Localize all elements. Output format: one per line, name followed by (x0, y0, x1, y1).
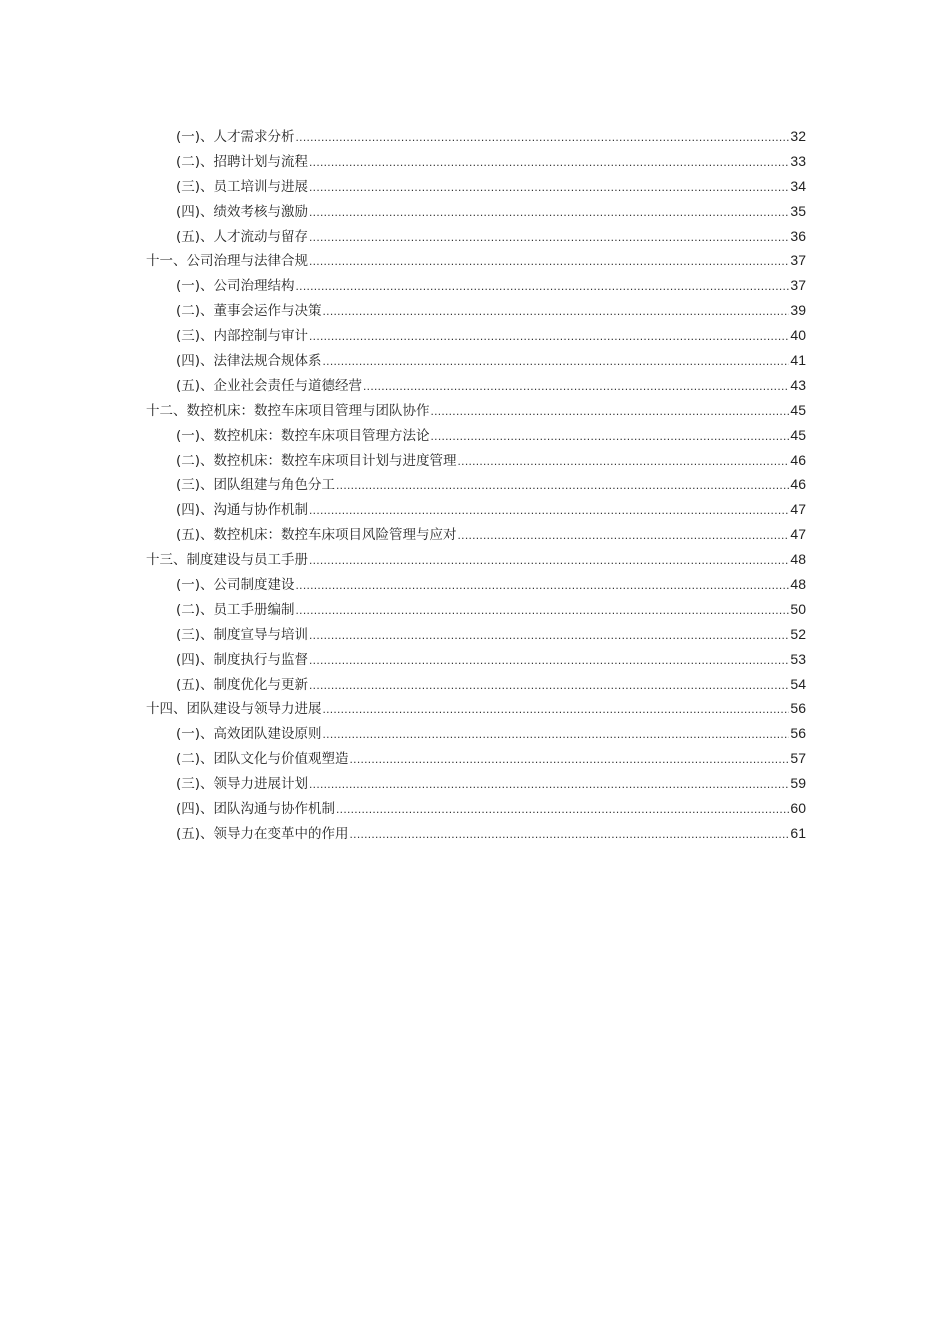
toc-section-entry[interactable] (146, 348, 806, 373)
toc-dot-leader (309, 225, 789, 250)
toc-entry-title: (五)、领导力在变革中的作用 (176, 825, 349, 842)
toc-entry-page-number: 47 (790, 526, 806, 543)
toc-section-entry[interactable] (146, 672, 806, 697)
toc-chapter-entry[interactable] (146, 248, 806, 273)
toc-entry-title: (四)、法律法规合规体系 (176, 353, 322, 370)
toc-entry-title: (四)、沟通与协作机制 (176, 502, 309, 519)
toc-entry-title: (五)、数控机床：数控车床项目风险管理与应对 (176, 527, 457, 544)
toc-dot-leader (296, 274, 790, 299)
toc-section-entry[interactable] (146, 472, 806, 497)
toc-entry-page-number: 35 (790, 202, 806, 219)
toc-section-entry[interactable] (146, 746, 806, 771)
toc-section-entry[interactable] (146, 572, 806, 597)
toc-entry-title: (五)、企业社会责任与道德经营 (176, 377, 363, 394)
toc-entry-title: (一)、高效团队建设原则 (176, 726, 322, 743)
toc-section-entry[interactable] (146, 423, 806, 448)
toc-dot-leader (458, 523, 790, 548)
toc-section-entry[interactable] (146, 771, 806, 796)
toc-entry-page-number: 60 (790, 800, 806, 817)
toc-chapter-entry[interactable] (146, 547, 806, 572)
toc-dot-leader (363, 374, 789, 399)
toc-entry-page-number: 37 (790, 252, 806, 269)
toc-entry-title: 十二、数控机床：数控车床项目管理与团队协作 (146, 402, 430, 419)
toc-section-entry[interactable] (146, 647, 806, 672)
toc-dot-leader (309, 498, 789, 523)
toc-entry-page-number: 45 (790, 426, 806, 443)
toc-entry-page-number: 47 (790, 501, 806, 518)
toc-section-entry[interactable] (146, 821, 806, 846)
toc-entry-title: (三)、员工培训与进展 (176, 178, 309, 195)
toc-dot-leader (431, 399, 790, 424)
toc-section-entry[interactable] (146, 149, 806, 174)
toc-entry-title: (五)、制度优化与更新 (176, 676, 309, 693)
toc-entry-title: (一)、人才需求分析 (176, 129, 295, 145)
toc-entry-page-number: 57 (790, 750, 806, 767)
toc-entry-title: (四)、绩效考核与激励 (176, 203, 309, 220)
toc-chapter-entry[interactable] (146, 696, 806, 721)
toc-entry-title: 十四、团队建设与领导力进展 (146, 701, 322, 718)
toc-entry-page-number: 39 (790, 302, 806, 319)
toc-dot-leader (323, 722, 790, 747)
toc-section-entry[interactable] (146, 298, 806, 323)
toc-dot-leader (309, 673, 789, 698)
toc-entry-page-number: 37 (790, 277, 806, 294)
toc-section-entry[interactable] (146, 323, 806, 348)
toc-entry-page-number: 56 (790, 725, 806, 742)
toc-section-entry[interactable] (146, 497, 806, 522)
toc-dot-leader (296, 573, 790, 598)
toc-dot-leader (309, 249, 789, 274)
toc-entry-page-number: 43 (790, 376, 806, 393)
toc-dot-leader (309, 175, 789, 200)
toc-dot-leader (296, 125, 790, 150)
toc-dot-leader (309, 548, 789, 573)
toc-dot-leader (309, 150, 789, 175)
toc-dot-leader (309, 324, 789, 349)
toc-dot-leader (350, 822, 790, 847)
toc-section-entry[interactable] (146, 721, 806, 746)
toc-dot-leader (309, 200, 789, 225)
toc-entry-title: (三)、内部控制与审计 (176, 328, 309, 345)
toc-entry-page-number: 46 (790, 451, 806, 468)
toc-section-entry[interactable] (146, 199, 806, 224)
toc-entry-title: (四)、制度执行与监督 (176, 651, 309, 668)
toc-entry-title: (二)、数控机床：数控车床项目计划与进度管理 (176, 452, 457, 469)
toc-section-entry[interactable] (146, 174, 806, 199)
toc-entry-page-number: 46 (790, 476, 806, 493)
toc-entry-title: (二)、员工手册编制 (176, 601, 295, 618)
toc-entry-title: 十一、公司治理与法律合规 (146, 253, 308, 270)
toc-entry-page-number: 45 (790, 401, 806, 418)
toc-entry-page-number: 40 (790, 327, 806, 344)
toc-entry-page-number: 59 (790, 775, 806, 792)
toc-entry-page-number: 41 (790, 352, 806, 369)
toc-dot-leader (309, 772, 789, 797)
toc-entry-title: (三)、团队组建与角色分工 (176, 477, 336, 494)
toc-entry-title: (二)、招聘计划与流程 (176, 153, 309, 170)
toc-entry-page-number: 32 (790, 128, 806, 144)
toc-section-entry[interactable] (146, 124, 806, 149)
toc-entry-title: (五)、人才流动与留存 (176, 228, 309, 245)
toc-entry-title: (二)、董事会运作与决策 (176, 303, 322, 320)
toc-dot-leader (323, 697, 790, 722)
toc-entry-page-number: 36 (790, 227, 806, 244)
toc-dot-leader (336, 473, 789, 498)
toc-entry-title: 十三、制度建设与员工手册 (146, 552, 308, 569)
toc-entry-title: (二)、团队文化与价值观塑造 (176, 751, 349, 768)
toc-entry-page-number: 48 (790, 576, 806, 593)
toc-entry-title: (一)、公司制度建设 (176, 577, 295, 594)
toc-section-entry[interactable] (146, 622, 806, 647)
toc-dot-leader (323, 299, 790, 324)
toc-section-entry[interactable] (146, 522, 806, 547)
toc-dot-leader (431, 424, 790, 449)
toc-section-entry[interactable] (146, 273, 806, 298)
toc-dot-leader (323, 349, 790, 374)
toc-entry-title: (一)、公司治理结构 (176, 278, 295, 295)
toc-dot-leader (309, 648, 789, 673)
toc-section-entry[interactable] (146, 224, 806, 249)
toc-entry-page-number: 52 (790, 625, 806, 642)
toc-entry-page-number: 48 (790, 551, 806, 568)
toc-dot-leader (350, 747, 790, 772)
toc-entry-page-number: 56 (790, 700, 806, 717)
toc-section-entry[interactable] (146, 597, 806, 622)
toc-entry-title: (四)、团队沟通与协作机制 (176, 801, 336, 818)
toc-entry-page-number: 33 (790, 152, 806, 169)
toc-section-entry[interactable] (146, 796, 806, 821)
toc-entry-title: (一)、数控机床：数控车床项目管理方法论 (176, 427, 430, 444)
toc-dot-leader (458, 449, 790, 474)
toc-entry-page-number: 50 (790, 600, 806, 617)
table-of-contents (146, 124, 806, 846)
toc-entry-page-number: 61 (790, 824, 806, 841)
toc-entry-page-number: 34 (790, 177, 806, 194)
toc-entry-title: (三)、制度宣导与培训 (176, 626, 309, 643)
toc-entry-page-number: 53 (790, 650, 806, 667)
toc-entry-title: (三)、领导力进展计划 (176, 776, 309, 793)
toc-entry-page-number: 54 (790, 675, 806, 692)
toc-section-entry[interactable] (146, 448, 806, 473)
toc-dot-leader (309, 623, 789, 648)
toc-dot-leader (296, 598, 790, 623)
toc-section-entry[interactable] (146, 373, 806, 398)
toc-chapter-entry[interactable] (146, 398, 806, 423)
toc-dot-leader (336, 797, 789, 822)
